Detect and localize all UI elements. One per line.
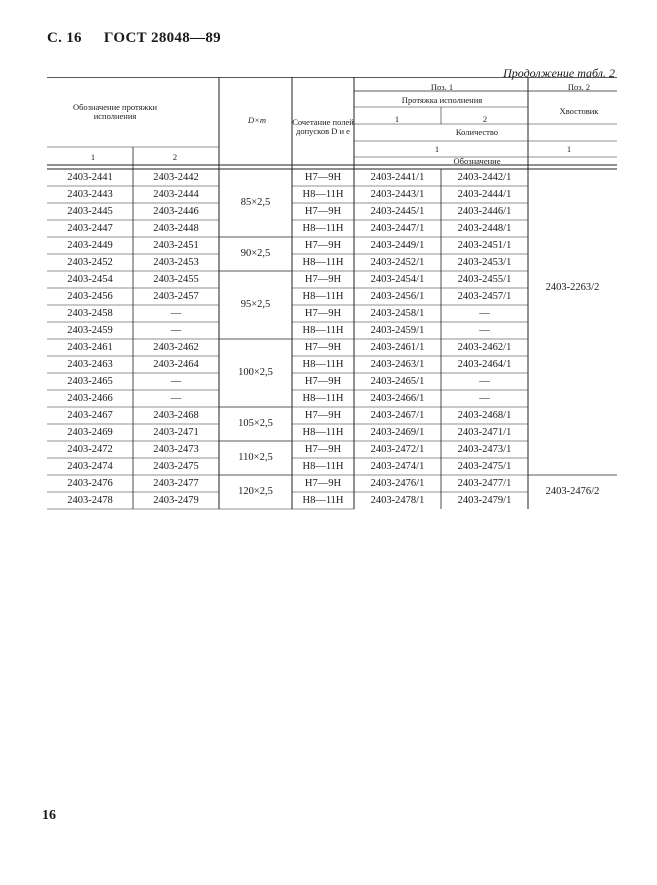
broach-table [47, 77, 617, 511]
cell-p2: 2403-2471/1 [457, 426, 512, 438]
cell-p2: 2403-2442/1 [457, 171, 512, 183]
header-pos-2: Поз. 2 [567, 81, 591, 92]
cell-c2: 2403-2444 [153, 188, 199, 200]
cell-c2: 2403-2453 [153, 256, 199, 268]
header-broach: Протяжка исполнения [401, 94, 483, 105]
table-row [47, 339, 617, 356]
cell-tol: H7—9H [304, 443, 342, 455]
cell-c2: 2403-2475 [153, 460, 199, 472]
cell-c1: 2403-2449 [67, 239, 113, 251]
cell-p1: 2403-2476/1 [370, 477, 425, 489]
cell-p1: 2403-2443/1 [370, 188, 425, 200]
header-quantity: Количество [455, 126, 499, 137]
cell-p2: 2403-2475/1 [457, 460, 512, 472]
header-broach-2: 2 [482, 113, 488, 124]
cell-shank: 2403-2476/2 [545, 485, 600, 497]
table-row [47, 373, 617, 390]
page-number: 16 [42, 808, 56, 823]
standard-code: ГОСТ 28048—89 [103, 30, 221, 46]
cell-p2: 2403-2455/1 [457, 273, 512, 285]
cell-dm-group: 85×2,5 [240, 196, 271, 208]
table-row [47, 458, 617, 475]
cell-c1: 2403-2443 [67, 188, 113, 200]
cell-c2: 2403-2473 [153, 443, 199, 455]
cell-p1: 2403-2478/1 [370, 494, 425, 506]
cell-p2: 2403-2464/1 [457, 358, 512, 370]
header-col-1: 1 [90, 151, 96, 162]
table-row [47, 186, 617, 203]
table-row [47, 220, 617, 237]
table-row [47, 271, 617, 288]
header-qty-1: 1 [434, 143, 440, 154]
cell-p1: 2403-2449/1 [370, 239, 425, 251]
cell-dm-group: 90×2,5 [240, 247, 271, 259]
cell-dm-group: 110×2,5 [238, 451, 273, 463]
table-row [47, 407, 617, 424]
cell-tol: H8—11H [302, 188, 344, 200]
page-label: С. 16 [47, 30, 82, 46]
table-row [47, 356, 617, 373]
cell-c1: 2403-2478 [67, 494, 113, 506]
cell-tol: H7—9H [304, 477, 342, 489]
cell-p1: 2403-2461/1 [370, 341, 425, 353]
cell-shank: 2403-2263/2 [545, 281, 600, 293]
table-row [47, 288, 617, 305]
cell-p1: 2403-2466/1 [370, 392, 425, 404]
header-broach-1: 1 [394, 113, 400, 124]
cell-c1: 2403-2476 [67, 477, 113, 489]
header-code: Обозначение [453, 155, 501, 166]
cell-c1: 2403-2466 [67, 392, 113, 404]
cell-p2: 2403-2477/1 [457, 477, 512, 489]
cell-c1: 2403-2447 [67, 222, 113, 234]
cell-c2: 2403-2451 [153, 239, 199, 251]
cell-c1: 2403-2467 [67, 409, 113, 421]
cell-tol: H7—9H [304, 239, 342, 251]
cell-tol: H8—11H [302, 392, 344, 404]
cell-dm-group: 105×2,5 [238, 417, 273, 429]
table-row [47, 322, 617, 339]
header-dm: D×m [247, 114, 267, 125]
cell-tol: H7—9H [304, 205, 342, 217]
table-row [47, 475, 617, 492]
cell-c1: 2403-2472 [67, 443, 113, 455]
cell-tol: H8—11H [302, 494, 344, 506]
table-continuation: Продолжение табл. 2 [503, 66, 615, 80]
cell-c1: 2403-2456 [67, 290, 113, 302]
table-row [47, 254, 617, 271]
cell-c1: 2403-2441 [67, 171, 113, 183]
cell-c2: — [170, 307, 182, 319]
page-header [47, 30, 239, 47]
cell-p1: 2403-2454/1 [370, 273, 425, 285]
cell-p1: 2403-2469/1 [370, 426, 425, 438]
cell-tol: H7—9H [304, 307, 342, 319]
cell-p2: 2403-2457/1 [457, 290, 512, 302]
cell-p1: 2403-2445/1 [370, 205, 425, 217]
cell-c2: 2403-2446 [153, 205, 199, 217]
cell-p2: 2403-2444/1 [457, 188, 512, 200]
cell-c2: 2403-2477 [153, 477, 199, 489]
cell-c2: 2403-2462 [153, 341, 199, 353]
cell-c2: 2403-2479 [153, 494, 199, 506]
cell-tol: H7—9H [304, 375, 342, 387]
cell-c1: 2403-2445 [67, 205, 113, 217]
table-row [47, 237, 617, 254]
cell-p1: 2403-2456/1 [370, 290, 425, 302]
cell-c2: 2403-2448 [153, 222, 199, 234]
cell-tol: H8—11H [302, 460, 344, 472]
cell-c2: 2403-2455 [153, 273, 199, 285]
cell-tol: H7—9H [304, 171, 342, 183]
cell-p2: — [479, 307, 490, 319]
table-row [47, 169, 617, 186]
table-row [47, 203, 617, 220]
header-shank: Хвостовик [559, 105, 599, 116]
header-designation: Обозначение протяжки исполнения [72, 102, 158, 121]
cell-tol: H7—9H [304, 273, 342, 285]
table-row [47, 390, 617, 407]
cell-p1: 2403-2467/1 [370, 409, 425, 421]
cell-c2: — [170, 324, 182, 336]
cell-p2: — [479, 324, 490, 336]
cell-dm-group: 100×2,5 [238, 366, 273, 378]
cell-p2: 2403-2448/1 [457, 222, 512, 234]
cell-tol: H8—11H [302, 290, 344, 302]
cell-p2: 2403-2451/1 [457, 239, 512, 251]
cell-p2: — [479, 392, 490, 404]
cell-c1: 2403-2459 [67, 324, 113, 336]
cell-p1: 2403-2441/1 [370, 171, 425, 183]
cell-p2: 2403-2468/1 [457, 409, 512, 421]
cell-c2: 2403-2468 [153, 409, 199, 421]
header-tolerance: Сочетание полей допусков D и e [292, 117, 354, 136]
table-row [47, 424, 617, 441]
cell-tol: H8—11H [302, 256, 344, 268]
cell-p2: 2403-2446/1 [457, 205, 512, 217]
cell-p1: 2403-2465/1 [370, 375, 425, 387]
header-col-2: 2 [172, 151, 178, 162]
cell-tol: H8—11H [302, 222, 344, 234]
cell-tol: H8—11H [302, 324, 344, 336]
cell-c2: — [170, 392, 182, 404]
cell-c1: 2403-2458 [67, 307, 113, 319]
cell-c2: — [170, 375, 182, 387]
cell-p1: 2403-2452/1 [370, 256, 425, 268]
cell-c2: 2403-2457 [153, 290, 199, 302]
cell-c2: 2403-2464 [153, 358, 199, 370]
cell-c1: 2403-2474 [67, 460, 113, 472]
table-row [47, 441, 617, 458]
cell-tol: H7—9H [304, 409, 342, 421]
cell-p1: 2403-2458/1 [370, 307, 425, 319]
cell-p1: 2403-2463/1 [370, 358, 425, 370]
cell-c1: 2403-2463 [67, 358, 113, 370]
cell-c2: 2403-2471 [153, 426, 199, 438]
cell-c1: 2403-2465 [67, 375, 113, 387]
cell-dm-group: 95×2,5 [240, 298, 271, 310]
cell-p2: — [479, 375, 490, 387]
cell-p1: 2403-2474/1 [370, 460, 425, 472]
cell-p2: 2403-2462/1 [457, 341, 512, 353]
table-row [47, 492, 617, 509]
cell-p2: 2403-2473/1 [457, 443, 512, 455]
cell-tol: H8—11H [302, 358, 344, 370]
header-qty-2: 1 [566, 143, 572, 154]
cell-c1: 2403-2469 [67, 426, 113, 438]
cell-p1: 2403-2472/1 [370, 443, 425, 455]
cell-c1: 2403-2461 [67, 341, 113, 353]
cell-c1: 2403-2454 [67, 273, 113, 285]
cell-c1: 2403-2452 [67, 256, 113, 268]
cell-c2: 2403-2442 [153, 171, 199, 183]
cell-p2: 2403-2479/1 [457, 494, 512, 506]
cell-p2: 2403-2453/1 [457, 256, 512, 268]
cell-p1: 2403-2459/1 [370, 324, 425, 336]
cell-tol: H8—11H [302, 426, 344, 438]
cell-p1: 2403-2447/1 [370, 222, 425, 234]
table-row [47, 305, 617, 322]
header-pos-1: Поз. 1 [430, 81, 454, 92]
cell-dm-group: 120×2,5 [238, 485, 273, 497]
cell-tol: H7—9H [304, 341, 342, 353]
